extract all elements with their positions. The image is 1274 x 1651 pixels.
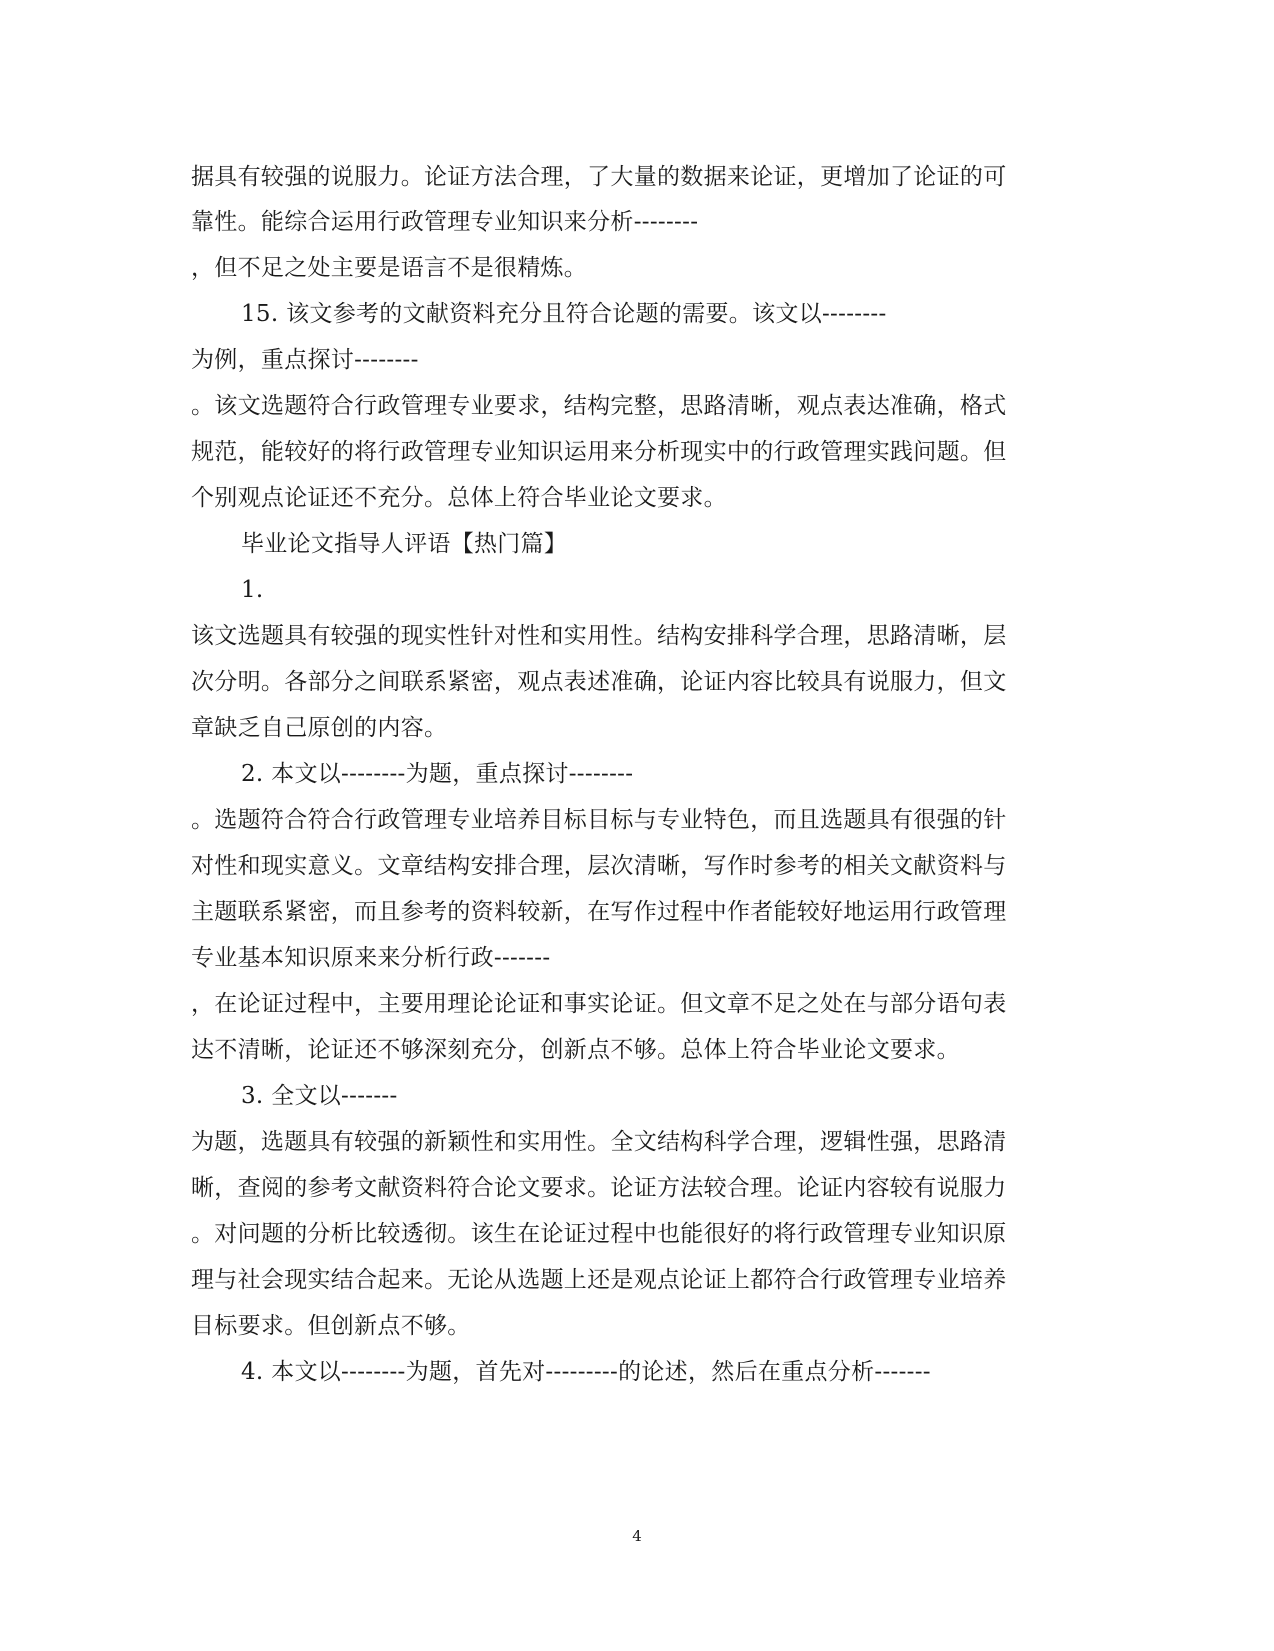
- text-line: 章缺乏自己原创的内容。: [191, 715, 448, 741]
- text-line: 。该文选题符合行政管理专业要求，结构完整，思路清晰，观点表达准确，格式: [191, 393, 1007, 419]
- text-line: 理与社会现实结合起来。无论从选题上还是观点论证上都符合行政管理专业培养: [191, 1267, 1007, 1293]
- text-line: 对性和现实意义。文章结构安排合理，层次清晰，写作时参考的相关文献资料与: [191, 853, 1007, 879]
- text-line: 。对问题的分析比较透彻。该生在论证过程中也能很好的将行政管理专业知识原: [191, 1221, 1007, 1247]
- text-line: 该文选题具有较强的现实性针对性和实用性。结构安排科学合理，思路清晰，层: [191, 623, 1007, 649]
- text-line: 15. 该文参考的文献资料充分且符合论题的需要。该文以--------: [241, 301, 887, 327]
- text-line: ，但不足之处主要是语言不是很精炼。: [191, 255, 588, 281]
- text-line: 个别观点论证还不充分。总体上符合毕业论文要求。: [191, 485, 727, 511]
- text-line: 为题，选题具有较强的新颖性和实用性。全文结构科学合理，逻辑性强，思路清: [191, 1129, 1007, 1155]
- text-line: 目标要求。但创新点不够。: [191, 1313, 471, 1339]
- text-line: 晰，查阅的参考文献资料符合论文要求。论证方法较合理。论证内容较有说服力: [191, 1175, 1007, 1201]
- section-heading: 毕业论文指导人评语【热门篇】: [241, 531, 568, 557]
- text-line: 。选题符合符合行政管理专业培养目标目标与专业特色，而且选题具有很强的针: [191, 807, 1007, 833]
- text-line: 规范，能较好的将行政管理专业知识运用来分析现实中的行政管理实践问题。但: [191, 439, 1007, 465]
- text-line: 主题联系紧密，而且参考的资料较新，在写作过程中作者能较好地运用行政管理: [191, 899, 1007, 925]
- text-line: 为例，重点探讨--------: [191, 347, 419, 373]
- text-line: 据具有较强的说服力。论证方法合理，了大量的数据来论证，更增加了论证的可: [191, 164, 1007, 190]
- page-number: 4: [632, 1527, 642, 1545]
- text-line: 3. 全文以-------: [241, 1083, 398, 1109]
- text-line: 次分明。各部分之间联系紧密，观点表述准确，论证内容比较具有说服力，但文: [191, 669, 1007, 695]
- text-line: 达不清晰，论证还不够深刻充分，创新点不够。总体上符合毕业论文要求。: [191, 1037, 960, 1063]
- text-line: 2. 本文以--------为题，重点探讨--------: [241, 761, 634, 787]
- text-line: 4. 本文以--------为题，首先对---------的论述，然后在重点分析-------: [241, 1359, 931, 1385]
- text-line: 1.: [241, 577, 264, 603]
- text-line: 靠性。能综合运用行政管理专业知识来分析--------: [191, 209, 699, 235]
- text-line: ，在论证过程中，主要用理论论证和事实论证。但文章不足之处在与部分语句表: [191, 991, 1007, 1017]
- text-line: 专业基本知识原来来分析行政-------: [191, 945, 551, 971]
